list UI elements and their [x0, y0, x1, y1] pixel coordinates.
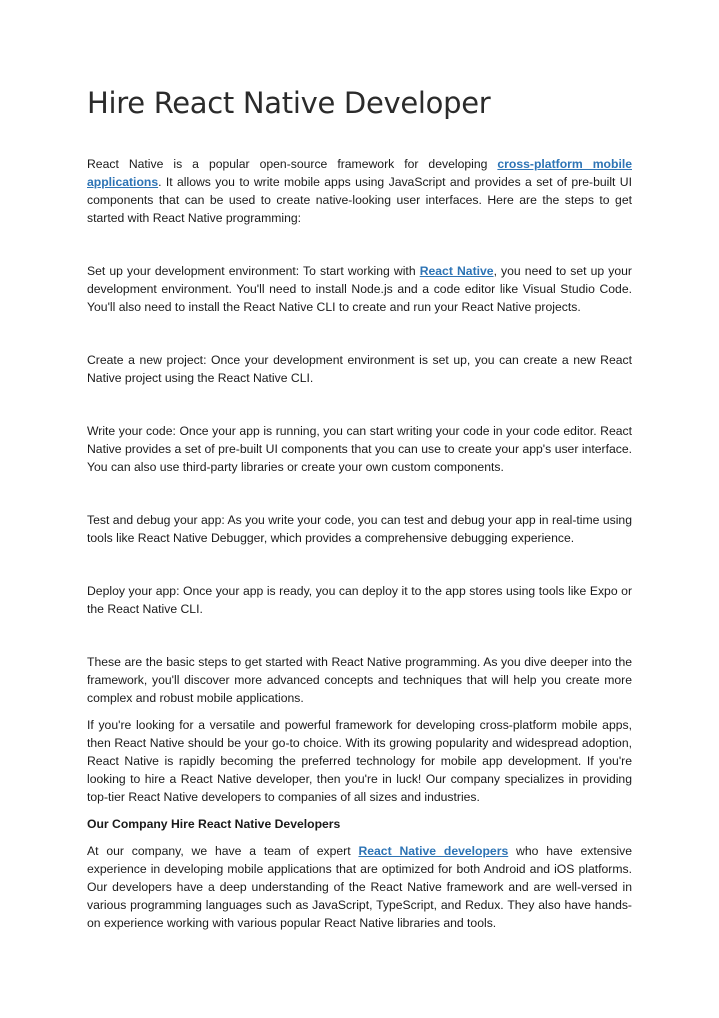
cross-platform-link[interactable]: cross-platform mobile applications — [87, 156, 632, 189]
step-setup-paragraph — [87, 262, 632, 316]
company-heading: Our Company Hire React Native Developers — [87, 816, 341, 831]
step-code-paragraph: Write your code: Once your app is running, you can start writing your code in your code editor. React Native provides a set of pre-built UI components that you can use to create your app's user interface. You can also use third-party libraries or create your own custom components. — [87, 423, 632, 474]
react-native-link[interactable]: React Native — [419, 263, 494, 278]
intro-text-start: React Native is a popular open-source framework for developing — [87, 156, 498, 171]
react-native-developers-link[interactable]: React Native developers — [358, 843, 509, 858]
step-setup-text-end: , you need to set up your development environment. You'll need to install Node.js and a code editor like Visual Studio Code. You'll also need to install the React Native CLI to create and run your React Native projects. — [87, 263, 632, 314]
step-create-paragraph: Create a new project: Once your development environment is set up, you can create a new React Native project using the React Native CLI. — [87, 352, 632, 385]
intro-text-end: . It allows you to write mobile apps using JavaScript and provides a set of pre-built UI components that can be used to create native-looking user interfaces. Here are the steps to get started with React Native programming: — [87, 174, 632, 225]
company-text-start: At our company, we have a team of expert — [87, 843, 359, 858]
company-paragraph — [87, 842, 632, 932]
company-text-end: who have extensive experience in developing mobile applications that are optimized for both Android and iOS platforms. Our developers have a deep understanding of the React Native framework and are well-versed in various programming languages such as JavaScript, TypeScript, and Redux. They also have hands-on experience working with various popular React Native libraries and tools. — [87, 843, 632, 930]
document-page — [87, 86, 632, 932]
step-debug-paragraph: Test and debug your app: As you write your code, you can test and debug your app in real-time using tools like React Native Debugger, which provides a comprehensive debugging experience. — [87, 512, 632, 545]
pitch-paragraph: If you're looking for a versatile and powerful framework for developing cross-platform mobile apps, then React Native should be your go-to choice. With its growing popularity and widespread adoption, React Native is rapidly becoming the preferred technology for mobile app development. If you're looking to hire a React Native developer, then you're in luck! Our company specializes in providing top-tier React Native developers to companies of all sizes and industries. — [87, 717, 632, 804]
conclusion-paragraph: These are the basic steps to get started with React Native programming. As you dive deeper into the framework, you'll discover more advanced concepts and techniques that will help you create more complex and robust mobile applications. — [87, 654, 632, 705]
intro-paragraph — [87, 155, 632, 227]
step-setup-text-start: Set up your development environment: To start working with — [87, 263, 420, 278]
page-title: Hire React Native Developer — [87, 86, 491, 120]
step-deploy-paragraph: Deploy your app: Once your app is ready, you can deploy it to the app stores using tools like Expo or the React Native CLI. — [87, 583, 632, 616]
